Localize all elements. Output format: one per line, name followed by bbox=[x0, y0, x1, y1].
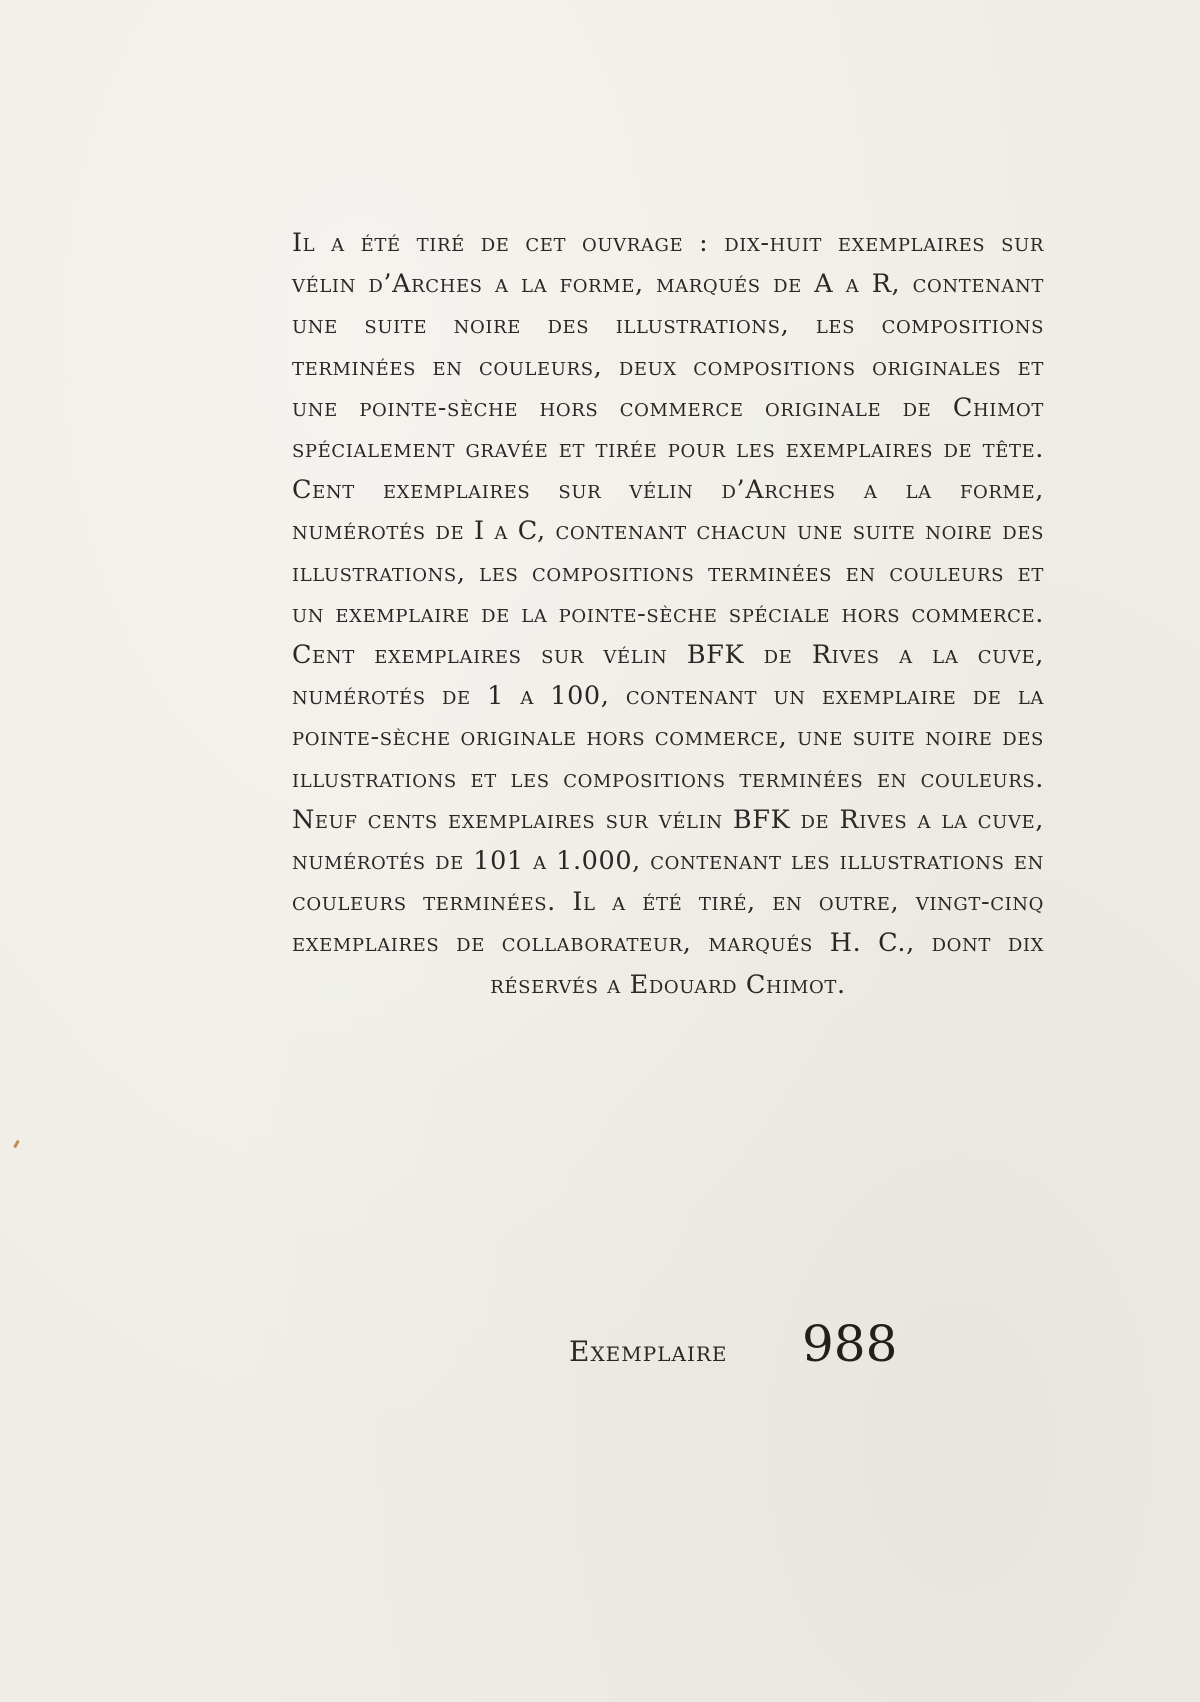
paper-fleck bbox=[13, 1140, 20, 1148]
copy-number-line bbox=[0, 1315, 1200, 1392]
copy-label: Exemplaire bbox=[569, 1335, 728, 1368]
justification-text: Il a été tiré de cet ouvrage : dix-huit exemplaires sur vélin d’Arches a la forme, marqués de A a R, contenant une suite noire des illustrations, les compositions terminées en couleurs, deux compositions originales et une pointe-sèche hors commerce originale de Chimot spécialement gravée et tirée pour les exemplaires de tête. Cent exemplaires sur vélin d’Arches a la forme, numérotés de I a C, contenant chacun une suite noire des illustrations, les compositions terminées en couleurs et un exemplaire de la pointe-sèche spéciale hors commerce. Cent exemplaires sur vélin BFK de Rives a la cuve, numérotés de 1 a 100, contenant un exemplaire de la pointe-sèche originale hors commerce, une suite noire des illustrations et les compositions terminées en couleurs. Neuf cents exemplaires sur vélin BFK de Rives a la cuve, numérotés de 101 a 1.000, contenant les illustrations en couleurs terminées. Il a été tiré, en outre, vingt-cinq exemplaires de collaborateur, marqués H. C., dont dix réservés a Edouard Chimot. bbox=[292, 228, 1044, 1000]
copy-number: 988 bbox=[802, 1315, 898, 1373]
